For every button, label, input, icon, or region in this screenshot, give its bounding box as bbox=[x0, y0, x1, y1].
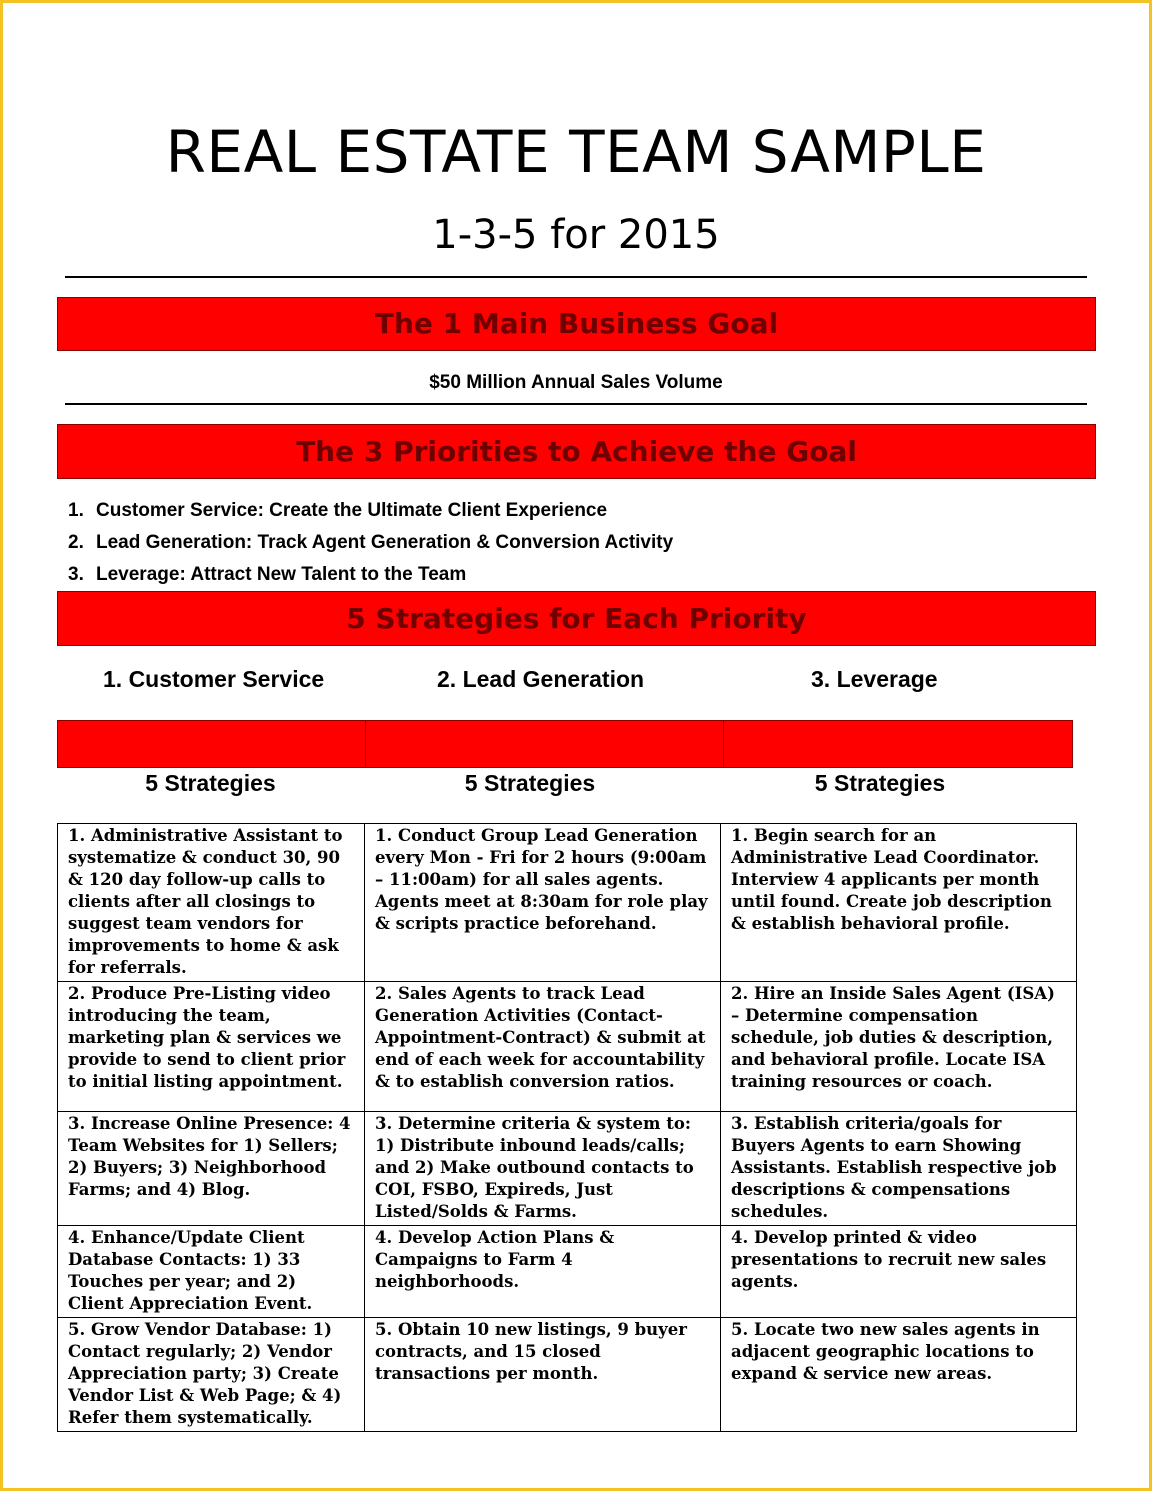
strategy-cell: 3. Establish criteria/goals for Buyers Agents to earn Showing Assistants. Establish respective job descriptions & compensations schedules. bbox=[721, 1112, 1077, 1226]
strategy-cell: 3. Determine criteria & system to: 1) Distribute inbound leads/calls; and 2) Make outbound contacts to COI, FSBO, Expireds, Just Listed/Solds & Farms. bbox=[365, 1112, 721, 1226]
strategies-label: 5 Strategies bbox=[145, 770, 276, 796]
table-row bbox=[58, 982, 1077, 1112]
strategy-cell: 2. Sales Agents to track Lead Generation Activities (Contact-Appointment-Contract) & submit at end of each week for accountability & to establish conversion ratios. bbox=[365, 982, 721, 1112]
table-row bbox=[58, 1226, 1077, 1318]
strategy-cell: 4. Develop printed & video presentations to recruit new sales agents. bbox=[721, 1226, 1077, 1318]
priority-item bbox=[68, 562, 673, 594]
strategy-cell: 5. Obtain 10 new listings, 9 buyer contracts, and 15 closed transactions per month. bbox=[365, 1318, 721, 1432]
strategies-label: 5 Strategies bbox=[814, 770, 946, 796]
page-subtitle: 1-3-5 for 2015 bbox=[432, 212, 720, 258]
strategy-cell: 5. Locate two new sales agents in adjacent geographic locations to expand & service new areas. bbox=[721, 1318, 1077, 1432]
priority-text: Customer Service: Create the Ultimate Client Experience bbox=[96, 500, 608, 521]
table-row bbox=[58, 824, 1077, 982]
priorities-band: The 3 Priorities to Achieve the Goal bbox=[57, 424, 1096, 479]
priority-item bbox=[68, 530, 673, 562]
priority-text: Leverage: Attract New Talent to the Team bbox=[96, 564, 467, 585]
strategy-cell: 1. Begin search for an Administrative Lead Coordinator. Interview 4 applicants per month until found. Create job description & establish behavioral profile. bbox=[721, 824, 1077, 982]
strategy-cell: 2. Produce Pre-Listing video introducing the team, marketing plan & services we provide to send to client prior to initial listing appointment. bbox=[58, 982, 365, 1112]
strategy-cell: 1. Administrative Assistant to systematize & conduct 30, 90 & 120 day follow-up calls to clients after all closings to suggest team vendors for improvements to home & ask for referrals. bbox=[58, 824, 365, 982]
column-heading-customer-service: 1. Customer Service bbox=[103, 666, 325, 692]
priority-text: Lead Generation: Track Agent Generation & Conversion Activity bbox=[96, 532, 674, 553]
divider bbox=[65, 276, 1087, 278]
red-header-cell bbox=[366, 721, 725, 767]
priorities-list bbox=[68, 498, 673, 594]
goal-band: The 1 Main Business Goal bbox=[57, 297, 1096, 351]
column-heading-leverage: 3. Leverage bbox=[811, 666, 938, 692]
main-goal: $50 Million Annual Sales Volume bbox=[429, 372, 723, 393]
strategies-band: 5 Strategies for Each Priority bbox=[57, 591, 1096, 646]
red-header-cell bbox=[58, 721, 366, 767]
red-header-cell bbox=[724, 721, 1072, 767]
strategies-table bbox=[57, 823, 1077, 1432]
strategies-label: 5 Strategies bbox=[464, 770, 596, 796]
red-header-row bbox=[57, 720, 1073, 768]
strategy-cell: 3. Increase Online Presence: 4 Team Websites for 1) Sellers; 2) Buyers; 3) Neighborhood Farms; and 4) Blog. bbox=[58, 1112, 365, 1226]
column-heading-lead-generation: 2. Lead Generation bbox=[437, 666, 645, 692]
priority-number: 3. bbox=[68, 564, 84, 585]
priority-item bbox=[68, 498, 673, 530]
divider bbox=[65, 403, 1087, 405]
strategy-cell: 4. Develop Action Plans & Campaigns to Farm 4 neighborhoods. bbox=[365, 1226, 721, 1318]
page-title: REAL ESTATE TEAM SAMPLE bbox=[165, 118, 987, 186]
priority-number: 2. bbox=[68, 532, 84, 553]
strategy-cell: 4. Enhance/Update Client Database Contacts: 1) 33 Touches per year; and 2) Client Appreciation Event. bbox=[58, 1226, 365, 1318]
priority-number: 1. bbox=[68, 500, 84, 521]
strategy-cell: 5. Grow Vendor Database: 1) Contact regularly; 2) Vendor Appreciation party; 3) Create Vendor List & Web Page; & 4) Refer them systematically. bbox=[58, 1318, 365, 1432]
table-row bbox=[58, 1112, 1077, 1226]
strategy-cell: 2. Hire an Inside Sales Agent (ISA) – Determine compensation schedule, job duties & description, and behavioral profile. Locate ISA training resources or coach. bbox=[721, 982, 1077, 1112]
table-row bbox=[58, 1318, 1077, 1432]
strategy-cell: 1. Conduct Group Lead Generation every Mon - Fri for 2 hours (9:00am – 11:00am) for all sales agents. Agents meet at 8:30am for role play & scripts practice beforehand. bbox=[365, 824, 721, 982]
